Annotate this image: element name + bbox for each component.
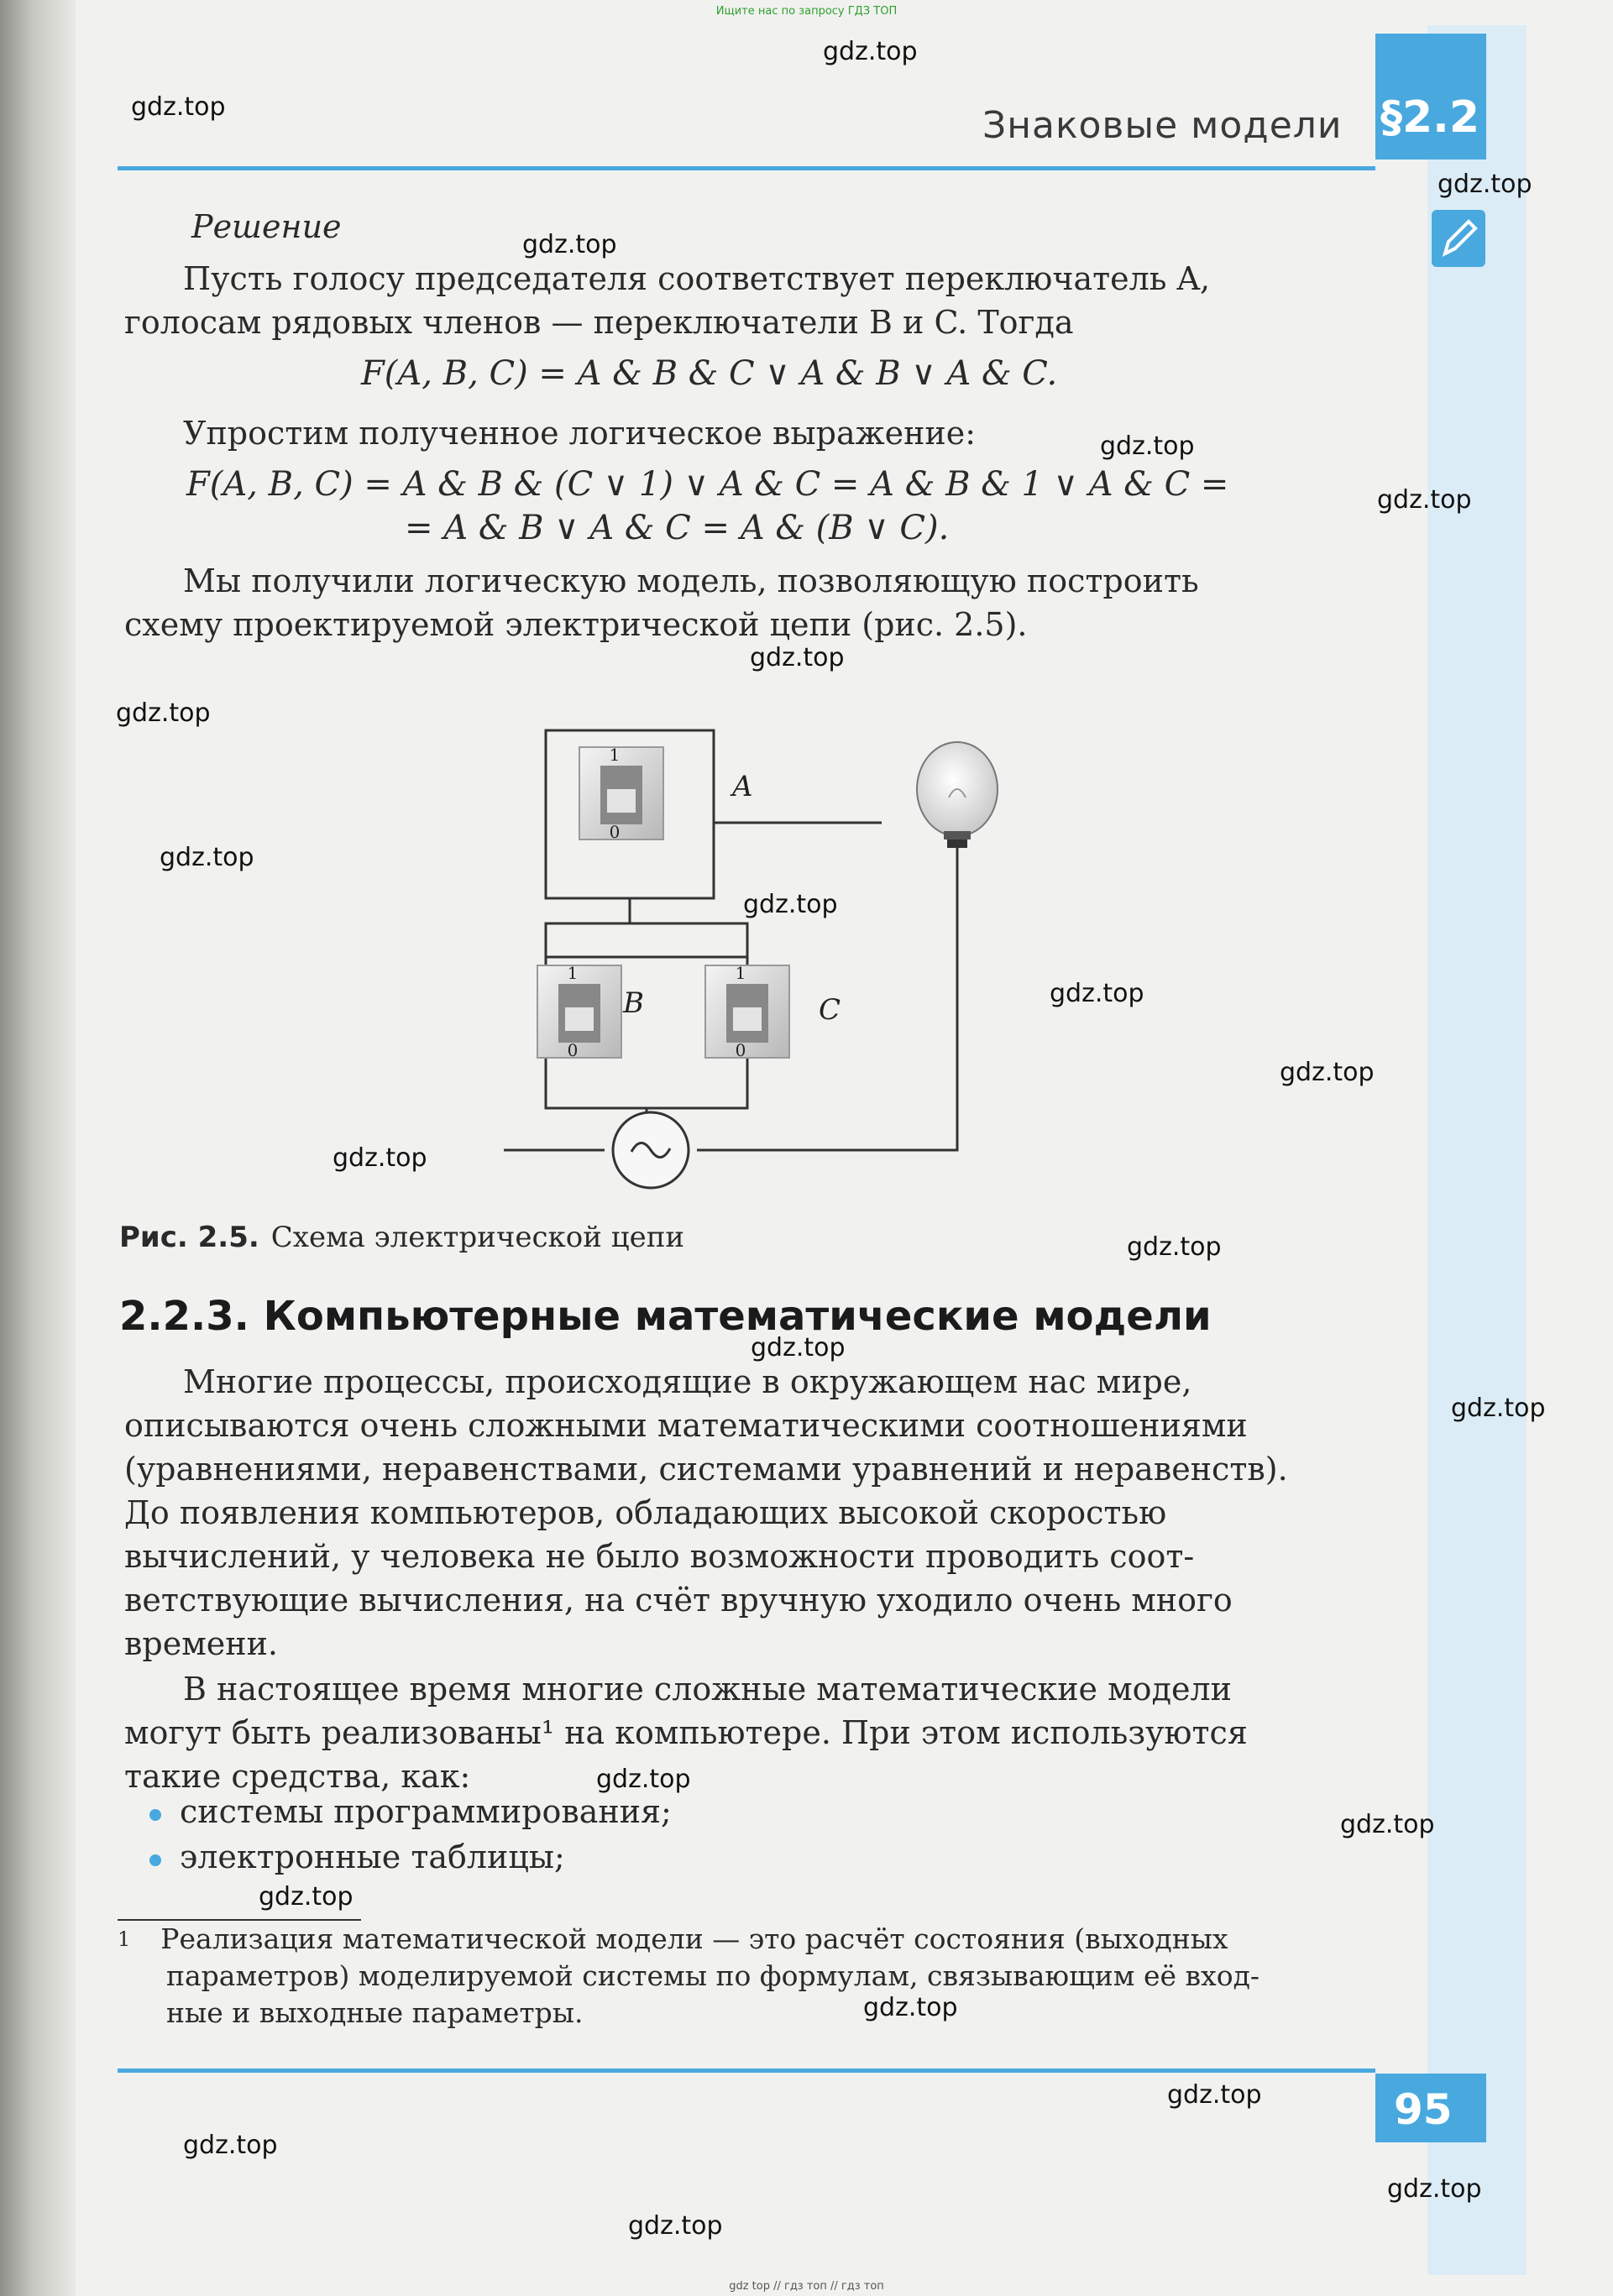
watermark-tag: gdz.top (751, 1333, 846, 1362)
switch-a-on-label: 1 (609, 745, 621, 765)
watermark-tag: gdz.top (1050, 979, 1144, 1008)
margin-sidebar (1427, 25, 1527, 2275)
switch-a-label: A (732, 770, 753, 803)
watermark-tag: gdz.top (183, 2131, 278, 2160)
text-line: В настоящее время многие сложные математические модели (183, 1671, 1232, 1708)
watermark-tag: gdz.top (1340, 1810, 1435, 1839)
figure-label: Рис. 2.5. (119, 1221, 259, 1254)
solution-intro (124, 257, 1369, 344)
section-title: Знаковые модели (982, 104, 1343, 147)
text-line: описываются очень сложными математическими соотношениями (124, 1407, 1248, 1444)
list-item-text: электронные таблицы; (180, 1838, 565, 1875)
watermark-tag: gdz.top (743, 890, 838, 919)
subsection-title: 2.2.3. Компьютерные математические модели (119, 1293, 1212, 1340)
page-number-tab (1375, 2074, 1486, 2142)
watermark-tag: gdz.top (1451, 1394, 1546, 1423)
switch-a-off-label: 0 (609, 822, 621, 842)
switch-a (579, 747, 663, 839)
watermark-tag: gdz.top (750, 643, 845, 672)
formula-f: F(A, B, C) = A & B & C ∨ A & B ∨ A & C. (361, 354, 1058, 393)
switch-b-on-label: 1 (567, 963, 579, 983)
section-para-1 (124, 1360, 1369, 1666)
watermark-tag: gdz.top (1387, 2174, 1482, 2204)
section-tab (1375, 34, 1486, 160)
list-item (149, 1793, 672, 1830)
watermark-tag: gdz.top (863, 1993, 958, 2022)
simplify-text (124, 411, 1369, 455)
watermark-tag: gdz.top (522, 230, 617, 259)
bullet-icon (149, 1854, 161, 1866)
text-line: Упростим полученное логическое выражение: (183, 415, 977, 452)
text-line: такие средства, как: (124, 1758, 471, 1795)
switch-c (705, 965, 789, 1058)
result-text (124, 559, 1369, 646)
light-bulb-icon (917, 742, 998, 848)
page-number: 95 (1394, 2085, 1453, 2134)
ac-source-icon (613, 1112, 689, 1188)
watermark-tag: gdz.top (823, 37, 918, 66)
watermark-tag: gdz.top (1438, 170, 1532, 199)
watermark-tag: gdz.top (1127, 1232, 1222, 1262)
footer-rule (118, 2068, 1375, 2073)
watermark-tag: gdz.top (333, 1143, 427, 1173)
watermark-tag: gdz.top (596, 1765, 691, 1794)
watermark-tag: gdz.top (131, 92, 226, 122)
text-line: (уравнениями, неравенствами, системами уравнений и неравенств). (124, 1451, 1288, 1488)
text-line: вычислений, у человека не было возможности проводить соот- (124, 1538, 1195, 1575)
switch-c-label: C (819, 993, 841, 1027)
footnote-line: ные и выходные параметры. (166, 1996, 584, 2029)
section-para-2 (124, 1667, 1369, 1798)
list-item-text: системы программирования; (180, 1793, 672, 1830)
figure-caption (119, 1221, 684, 1254)
watermark-tag: gdz.top (1377, 485, 1472, 515)
figure-caption-text: Схема электрической цепи (270, 1221, 685, 1254)
text-line: Пусть голосу председателя соответствует переключатель A, (183, 260, 1211, 297)
watermark-tag: gdz.top (1100, 431, 1195, 461)
bottom-watermark: gdz top // гдз топ // гдз топ (729, 2280, 884, 2293)
section-number: §2.2 (1380, 92, 1480, 143)
watermark-tag: gdz.top (1167, 2080, 1262, 2110)
formula-simplified-1: F(A, B, C) = A & B & (C ∨ 1) ∨ A & C = A & B & 1 ∨ A & C = (186, 465, 1229, 504)
watermark-tag: gdz.top (1280, 1058, 1375, 1087)
bullet-icon (149, 1809, 161, 1821)
footnote-line: параметров) моделируемой системы по формулам, связывающим её вход- (166, 1959, 1260, 1992)
circuit-diagram (504, 714, 1024, 1209)
text-line: могут быть реализованы¹ на компьютере. При этом используются (124, 1714, 1248, 1751)
pencil-icon (1432, 210, 1485, 267)
text-line: До появления компьютеров, обладающих высокой скоростью (124, 1494, 1167, 1531)
switch-b (537, 965, 621, 1058)
watermark-tag: gdz.top (259, 1882, 353, 1912)
text-line: схему проектируемой электрической цепи (рис. 2.5). (124, 606, 1028, 643)
switch-c-off-label: 0 (735, 1040, 746, 1060)
header-rule (118, 166, 1375, 170)
text-line: времени. (124, 1625, 278, 1662)
watermark-tag: gdz.top (628, 2211, 723, 2241)
text-line: Мы получили логическую модель, позволяющую построить (183, 562, 1199, 599)
switch-b-off-label: 0 (567, 1040, 579, 1060)
text-line: Многие процессы, происходящие в окружающем нас мире, (183, 1363, 1192, 1400)
page-gutter-shadow (0, 0, 76, 2296)
watermark-tag: gdz.top (116, 698, 211, 728)
list-item (149, 1838, 565, 1875)
footnote (118, 1921, 1369, 2032)
text-line: ветствующие вычисления, на счёт вручную уходило очень много (124, 1582, 1233, 1619)
watermark-tag: gdz.top (160, 843, 254, 872)
footnote-line: Реализация математической модели — это расчёт состояния (выходных (160, 1922, 1228, 1955)
formula-simplified-2: = A & B ∨ A & C = A & (B ∨ C). (405, 509, 950, 547)
solution-heading: Решение (191, 208, 342, 245)
switch-b-label: B (623, 986, 644, 1020)
switch-c-on-label: 1 (735, 963, 746, 983)
top-watermark: Ищите нас по запросу ГДЗ ТОП (715, 5, 898, 18)
text-line: голосам рядовых членов — переключатели B и C. Тогда (124, 304, 1074, 341)
footnote-number: 1 (118, 1927, 131, 1951)
